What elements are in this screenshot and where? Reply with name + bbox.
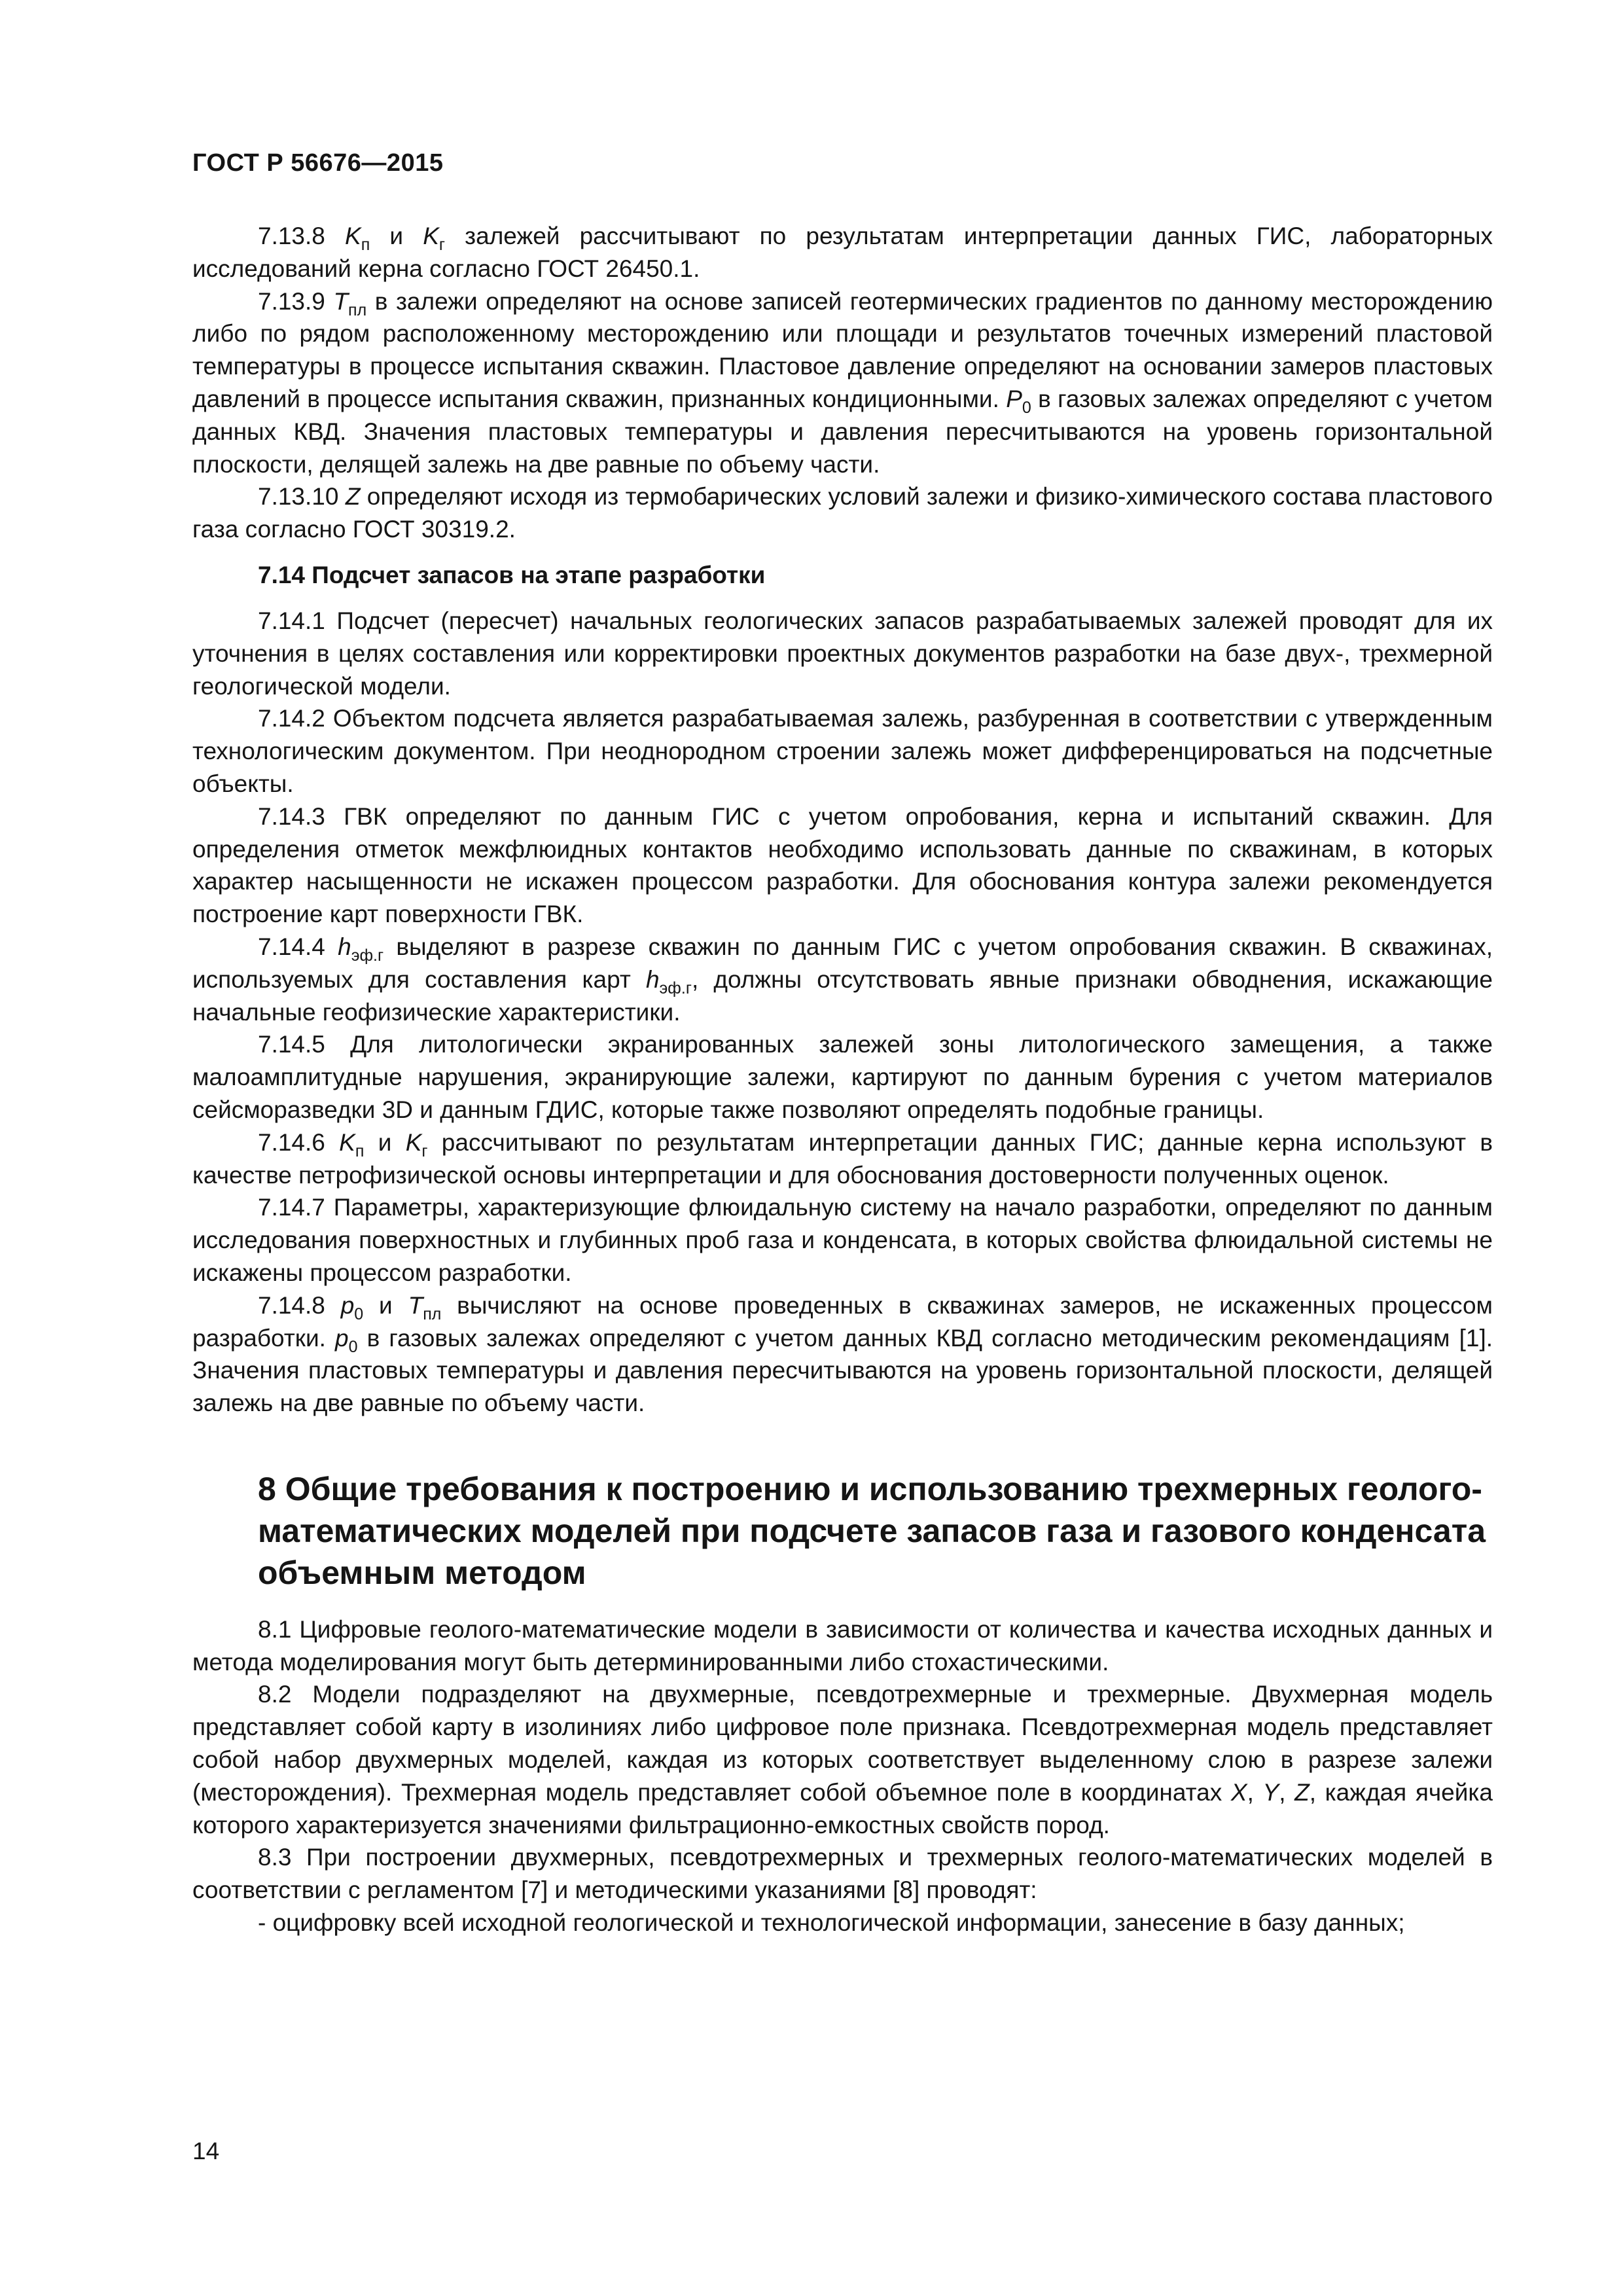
clause-7-13-8: 7.13.8 $K_п$ и $K_г$ залежей рассчитывают по результатам интерпретации данных ГИС, лабораторных исследований керна согласно ГОСТ 26450.1. (192, 223, 1493, 282)
clause-7-14-7: 7.14.7 Параметры, характеризующие флюидальную систему на начало разработки, определяют по данным исследования поверхностных и глубинных проб газа и конденсата, в которых свойства флюидальной системы не искажены процессом разработки. (192, 1194, 1493, 1286)
clause-8-3: 8.3 При построении двухмерных, псевдотрехмерных и трехмерных геолого-математических моделей в соответствии с регламентом [7] и методическими указаниями [8] проводят: (192, 1844, 1493, 1904)
section-heading-line-1: 8 Общие требования к построению и использованию трехмерных геолого- (258, 1470, 1482, 1507)
section-heading-line-2: математических моделей при подсчете запасов газа и газового конденсата (258, 1512, 1486, 1549)
page-number: 14 (192, 2138, 220, 2164)
clause-7-14-8: 7.14.8 $p_0$ и $T_{пл}$ вычисляют на основе проведенных в скважинах замеров, не искаженных процессом разработки. $p_0$ в газовых залежах определяют с учетом данных КВД согласно методическим рекомендациям [1]. Значения пластовых температуры и давления пересчитываются на уровень горизонтальной плоскости, делящей залежь на две равные по объему части. (192, 1291, 1493, 1417)
clause-7-14-5: 7.14.5 Для литологически экранированных залежей зоны литологического замещения, а также малоамплитудные нарушения, экранирующие залежи, картируют по данным бурения с учетом материалов сейсморазведки 3D и данным ГДИС, которые также позволяют определять подобные границы. (192, 1031, 1493, 1123)
clause-7-14-1: 7.14.1 Подсчет (пересчет) начальных геологических запасов разрабатываемых залежей проводят для их уточнения в целях составления или корректировки проектных документов разработки на базе двух-, трехмерной геологической модели. (192, 607, 1493, 700)
document-code-header: ГОСТ Р 56676—2015 (192, 149, 444, 177)
clause-7-14-4: 7.14.4 $h_{эф.г}$ выделяют в разрезе скважин по данным ГИС с учетом опробования скважин. В скважинах, используемых для составления карт $h_{эф.г}$, должны отсутствовать явные признаки обводнения, искажающие начальные геофизические характеристики. (192, 933, 1493, 1026)
subsection-heading-7-14: 7.14 Подсчет запасов на этапе разработки (258, 561, 766, 588)
clause-8-2: 8.2 Модели подразделяют на двухмерные, псевдотрехмерные и трехмерные. Двухмерная модель представляет собой карту в изолиниях либо цифровое поле признака. Псевдотрехмерная модель представляет собой набор двухмерных моделей, каждая из которых соответствует выделенному слою в разрезе залежи (месторождения). Трехмерная модель представляет собой объемное поле в координатах X, Y, Z, каждая ячейка которого характеризуется значениями фильтрационно-емкостных свойств пород. (192, 1681, 1493, 1839)
clause-8-1: 8.1 Цифровые геолого-математические модели в зависимости от количества и качества исходных данных и метода моделирования могут быть детерминированными либо стохастическими. (192, 1615, 1493, 1676)
clause-7-14-3: 7.14.3 ГВК определяют по данным ГИС с учетом опробования, керна и испытаний скважин. Для определения отметок межфлюидных контактов необходимо использовать данные по скважинам, в которых характер насыщенности не искажен процессом разработки. Для обоснования контура залежи рекомендуется построение карт поверхности ГВК. (192, 802, 1493, 928)
section-heading-8 (258, 1468, 1493, 1594)
list-item: - оцифровку всей исходной геологической и технологической информации, занесение в базу данных; (258, 1909, 1405, 1937)
clause-7-14-6: 7.14.6 $K_п$ и $K_г$ рассчитывают по результатам интерпретации данных ГИС; данные керна используют в качестве петрофизической основы интерпретации и для обоснования достоверности полученных оценок. (192, 1128, 1493, 1189)
section-heading-line-3: объемным методом (258, 1554, 586, 1591)
clause-7-14-2: 7.14.2 Объектом подсчета является разрабатываемая залежь, разбуренная в соответствии с утвержденным технологическим документом. При неоднородном строении залежь может дифференцироваться на подсчетные объекты. (192, 705, 1493, 797)
clause-7-13-9: 7.13.9 $T_{пл}$ в залежи определяют на основе записей геотермических градиентов по данному месторождению либо по рядом расположенному месторождению или площади и результатов точечных измерений пластовой температуры в процессе испытания скважин. Пластовое давление определяют на основании замеров пластовых давлений в процессе испытания скважин, признанных кондиционными. $P_0$ в газовых залежах определяют с учетом данных КВД. Значения пластовых температуры и давления пересчитываются на уровень горизонтальной плоскости, делящей залежь на две равные по объему части. (192, 287, 1493, 478)
clause-7-13-10: 7.13.10 Z определяют исходя из термобарических условий залежи и физико-химического состава пластового газа согласно ГОСТ 30319.2. (192, 483, 1493, 543)
document-body (192, 220, 1493, 1939)
